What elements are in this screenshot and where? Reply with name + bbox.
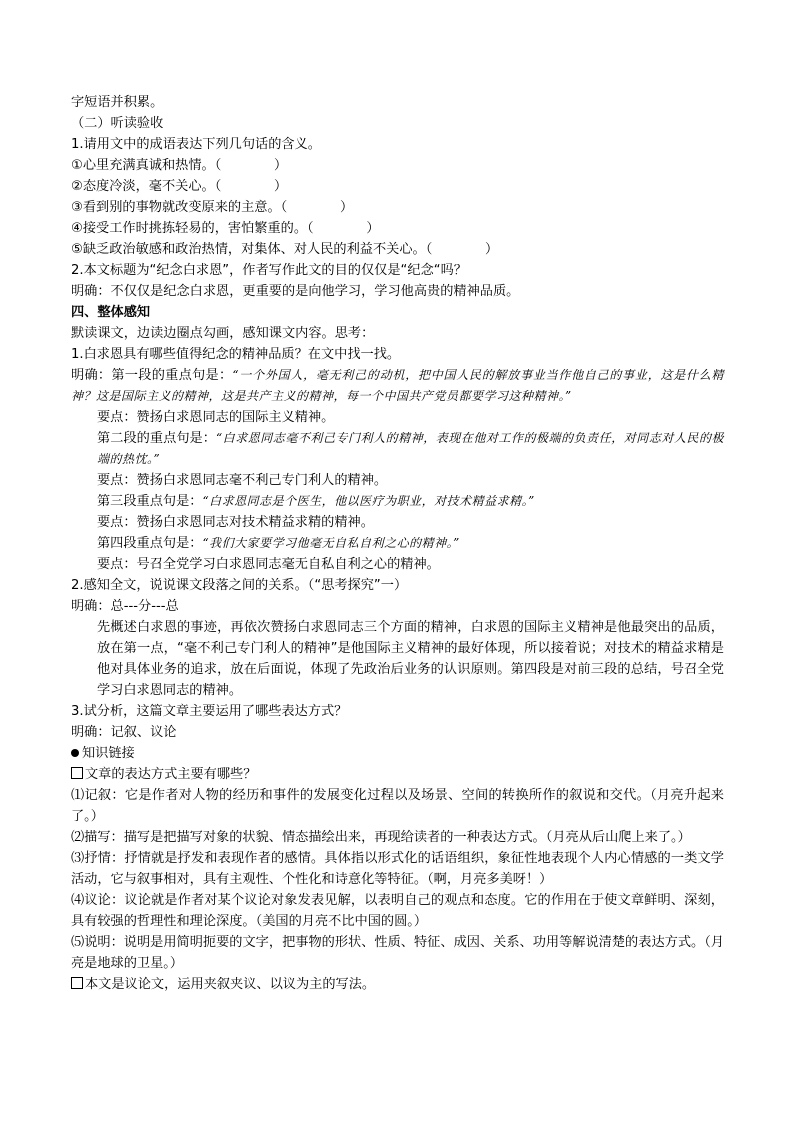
key-quote: “白求恩同志毫不利己专门利人的精神，表现在他对工作的极端的负责任，对同志对人民的极端的热忱。” — [97, 431, 725, 466]
answer-paragraph-4 — [71, 533, 724, 554]
bullet-icon — [71, 749, 79, 757]
knowledge-link-label: 知识链接 — [82, 746, 135, 761]
idiom-item: ⑤缺乏政治敏感和政治热情，对集体、对人民的利益不关心。（ ） — [71, 242, 499, 257]
idiom-item: ①心里充满真诚和热情。（ ） — [71, 158, 288, 173]
instruction: 默读课文，边读边圈点勾画，感知课文内容。思考： — [71, 326, 375, 341]
key-point: 要点：号召全党学习白求恩同志毫无自私自利之心的精神。 — [97, 557, 440, 572]
knowledge-question-text: 文章的表达方式主要有哪些？ — [85, 767, 257, 782]
idiom-item: ④接受工作时挑拣轻易的，害怕繁重的。（ ） — [71, 221, 380, 236]
question: 1.白求恩具有哪些值得纪念的精神品质？在文中找一找。 — [71, 347, 401, 362]
answer-paragraph-2 — [71, 428, 724, 470]
question: 2.感知全文，说说课文段落之间的关系。（“思考探究”一） — [71, 578, 408, 593]
key-point: 要点：赞扬白求恩同志对技术精益求精的精神。 — [97, 515, 374, 530]
section-heading: 四、整体感知 — [71, 305, 151, 320]
idiom-item: ③看到别的事物就改变原来的主意。（ ） — [71, 200, 354, 215]
key-point: 要点：赞扬白求恩同志毫不利己专门利人的精神。 — [97, 473, 388, 488]
structure-paragraph: 先概述白求恩的事迹，再依次赞扬白求恩同志三个方面的精神，白求恩的国际主义精神是他最突出的品质，放在第一点，“毫不利己专门利人的精神”是他国际主义精神的最好体现，所以接着说；对技术的精益求精是他对具体业务的追求，放在后面说，体现了先政治后业务的认识原则。第四段是对前三段的总结，号召全党学习白求恩同志的精神。 — [97, 620, 724, 698]
key-quote: “我们大家要学习他毫无自私自利之心的精神。” — [202, 536, 460, 550]
answer-paragraph-1 — [71, 365, 724, 407]
answer: 明确：不仅仅是纪念白求恩，更重要的是向他学习，学习他高贵的精神品质。 — [71, 284, 520, 299]
conclusion-text: 本文是议论文，运用夹叙夹议、以议为主的写法。 — [85, 977, 376, 992]
text-line: 字短语并积累。 — [71, 95, 164, 110]
answer-label: 第三段重点句是： — [97, 494, 203, 509]
answer: 明确：记叙、议论 — [71, 725, 177, 740]
question: 2.本文标题为“纪念白求恩”，作者写作此文的目的仅仅是“纪念“吗？ — [71, 263, 467, 278]
answer-label: 明确：第一段的重点句是： — [71, 368, 233, 383]
answer: 明确：总---分---总 — [71, 599, 179, 614]
answer-label: 第二段的重点句是： — [97, 431, 216, 446]
expression-mode-lyric: ⑶抒情：抒情就是抒发和表现作者的感情。具体指以形式化的话语组织，象征性地表现个人内心情感的一类文学活动，它与叙事相对，具有主观性、个性化和诗意化等特征。（啊，月亮多美呀！） — [71, 851, 724, 887]
key-point: 要点：赞扬白求恩同志的国际主义精神。 — [97, 410, 335, 425]
document-page — [71, 92, 724, 995]
knowledge-question — [71, 764, 724, 785]
expression-mode-narration: ⑴记叙：它是作者对人物的经历和事件的发展变化过程以及场景、空间的转换所作的叙说和交代。（月亮升起来了。） — [71, 788, 724, 824]
idiom-item: ②态度冷淡，毫不关心。（ ） — [71, 179, 288, 194]
expression-mode-exposition: ⑸说明：说明是用简明扼要的文字，把事物的形状、性质、特征、成因、关系、功用等解说清楚的表达方式。（月亮是地球的卫星。） — [71, 935, 724, 971]
checkbox-icon — [71, 977, 83, 989]
checkbox-icon — [71, 767, 83, 779]
question: 1.请用文中的成语表达下列几句话的含义。 — [71, 137, 321, 152]
conclusion — [71, 974, 724, 995]
knowledge-link-heading — [71, 743, 724, 764]
expression-mode-argument: ⑷议论：议论就是作者对某个议论对象发表见解，以表明自己的观点和态度。它的作用在于使文章鲜明、深刻，具有较强的哲理性和理论深度。（美国的月亮不比中国的圆。） — [71, 893, 724, 929]
section-heading: （二）听读验收 — [71, 116, 164, 131]
answer-paragraph-3 — [71, 491, 724, 512]
question: 3.试分析，这篇文章主要运用了哪些表达方式？ — [71, 704, 348, 719]
answer-label: 第四段重点句是： — [97, 536, 203, 551]
key-quote: “白求恩同志是个医生，他以医疗为职业，对技术精益求精。” — [202, 494, 535, 508]
expression-mode-description: ⑵描写：描写是把描写对象的状貌、情态描绘出来，再现给读者的一种表达方式。（月亮从后山爬上来了。） — [71, 830, 691, 845]
key-quote: “一个外国人，毫无利己的动机，把中国人民的解放事业当作他自己的事业，这是什么精神？这是国际主义的精神，这是共产主义的精神，每一个中国共产党员都要学习这种精神。” — [71, 368, 725, 403]
